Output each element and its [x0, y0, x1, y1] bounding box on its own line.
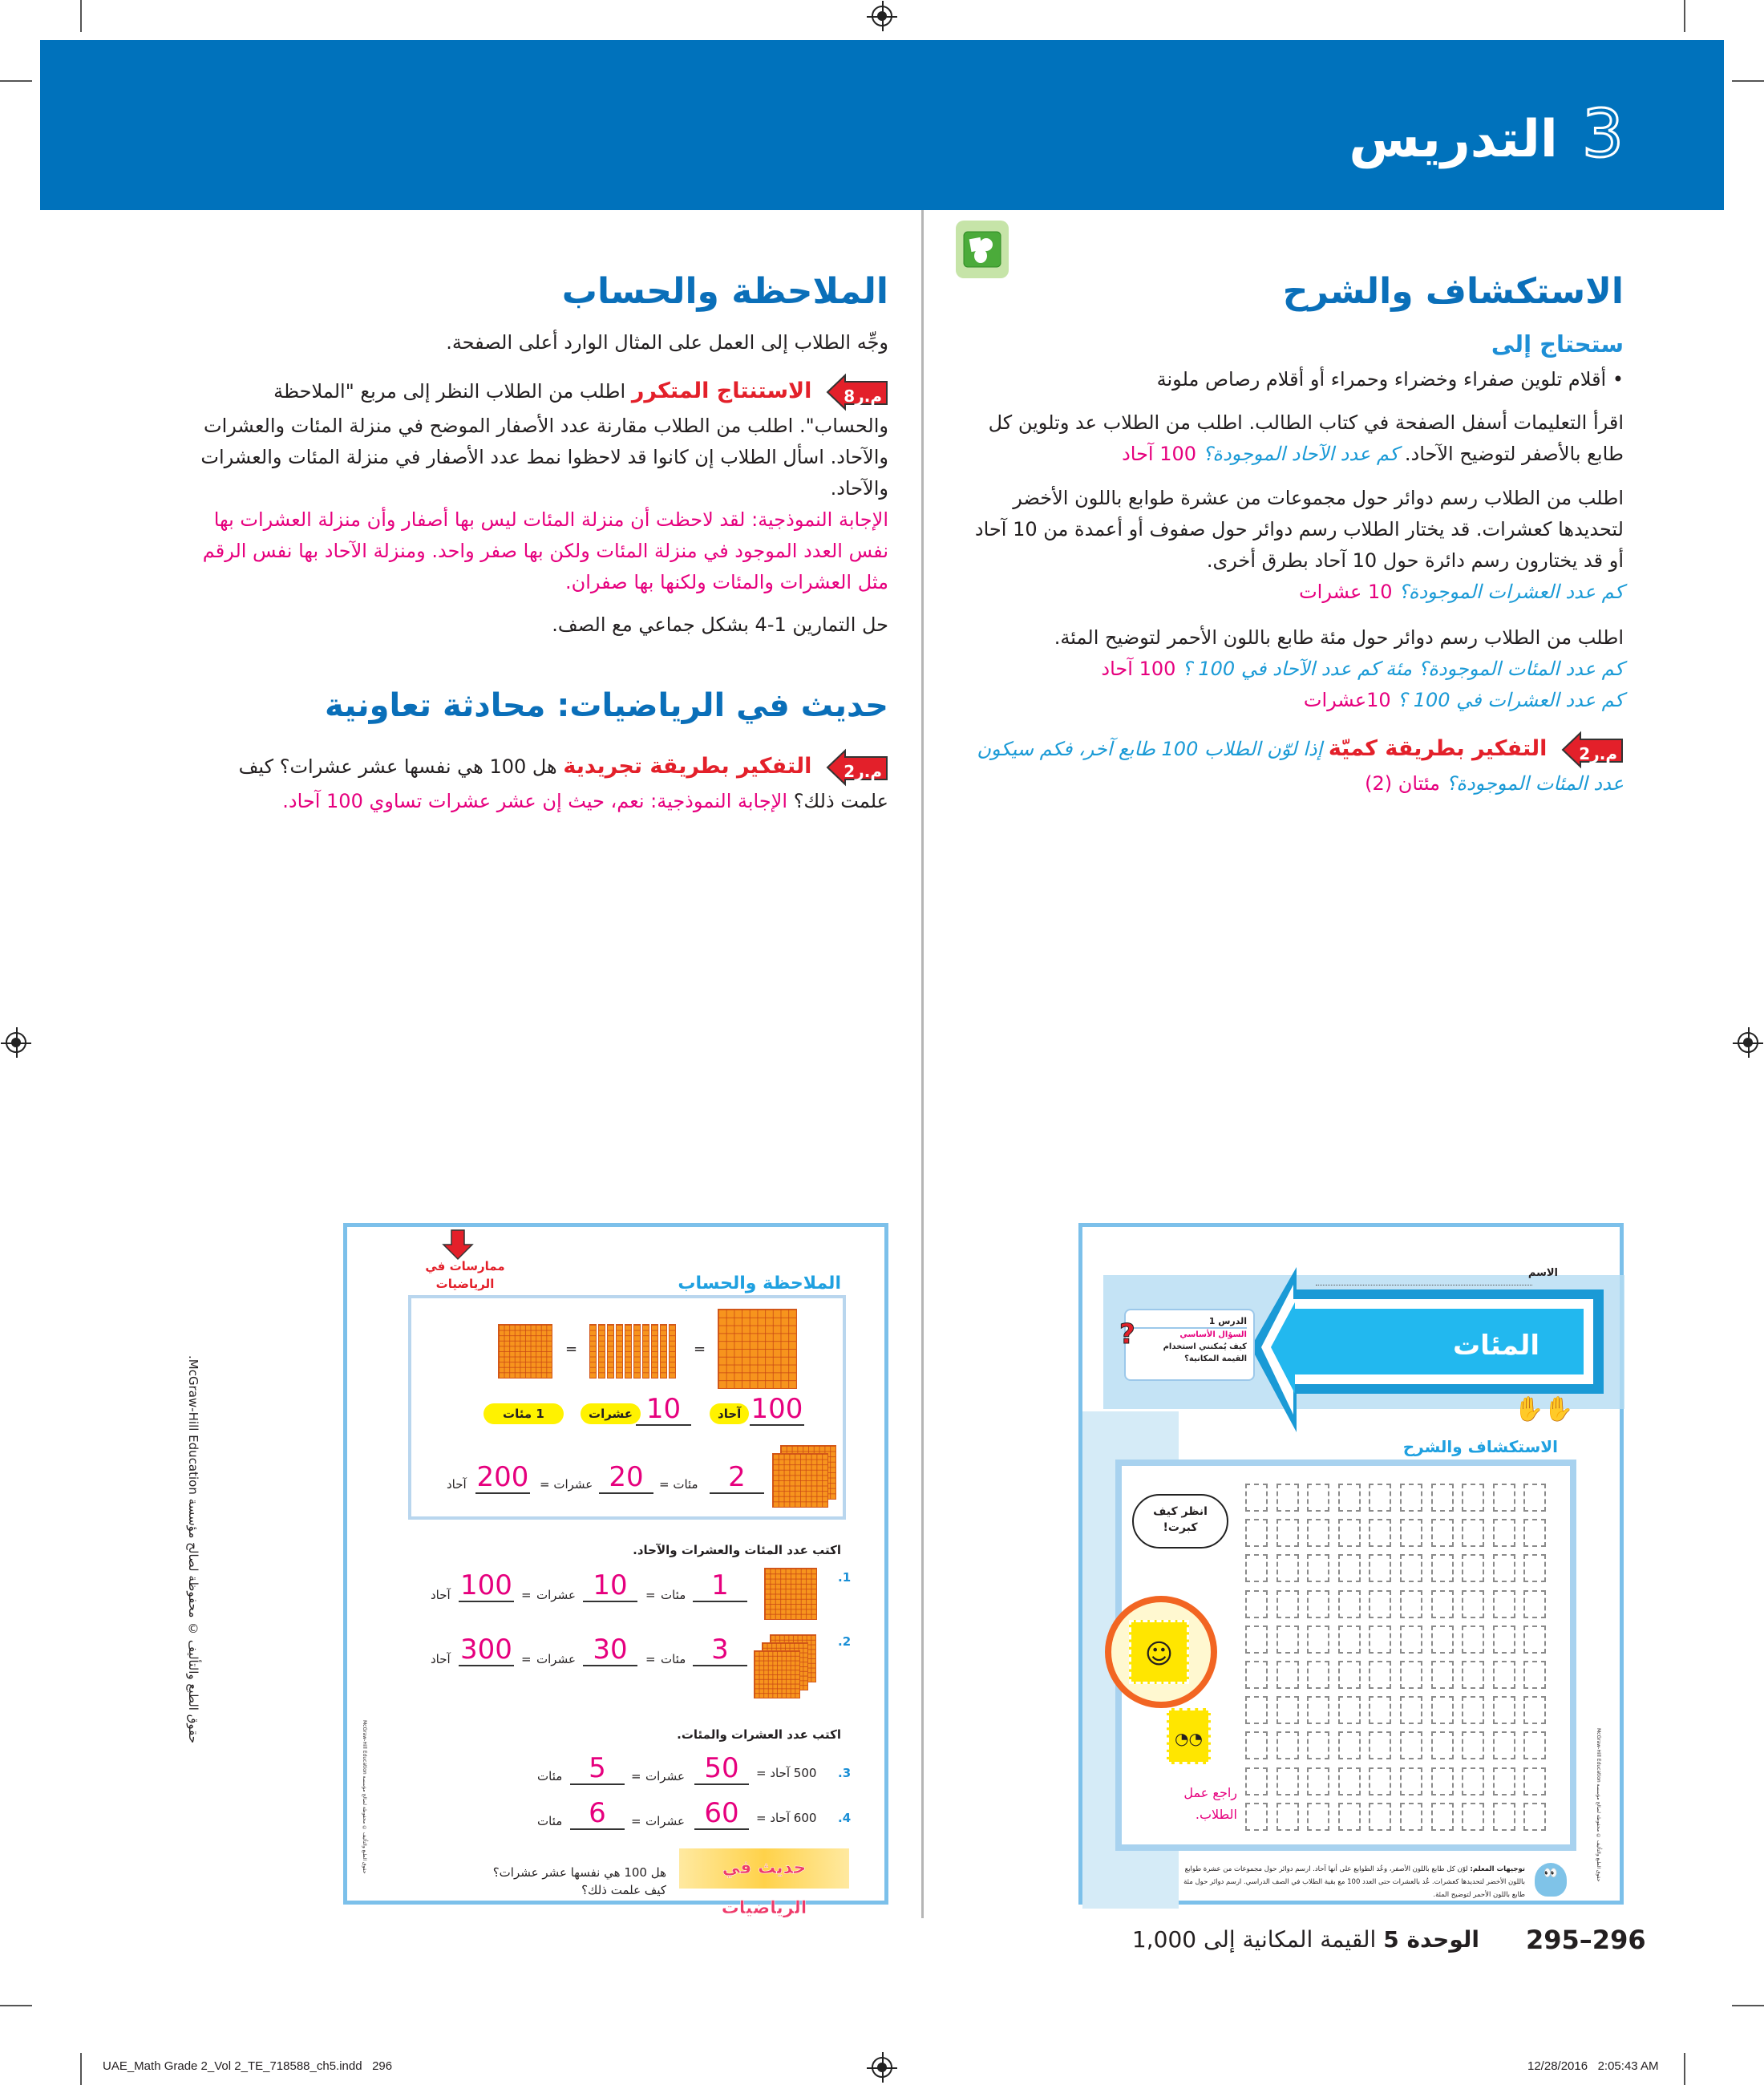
answer-text: 10 عشرات: [1299, 581, 1393, 603]
stamp-outline: [1369, 1767, 1391, 1796]
lesson-box: [1124, 1309, 1255, 1381]
stamp-outline: [1462, 1625, 1484, 1654]
stamp-outline: [1369, 1625, 1391, 1654]
student-page-thumbnail-observe: [343, 1223, 888, 1918]
stamp-outline: [1493, 1661, 1515, 1689]
answer-text: الإجابة النموذجية: لقد لاحظت أن منزلة المئات ليس بها أصفار وأن منزلة العشرات بها نفس العدد الموجود في منزلة المئات ولكن بها صفر واحد. ومنزلة الآحاد بها نفس الرقم مثل العشرات والمئات ولكنها بها صفران.: [202, 508, 888, 593]
answer-text: 100 آحاد: [1101, 658, 1176, 680]
registration-mark-icon: [872, 2057, 892, 2078]
stamp-outline: [1338, 1661, 1361, 1689]
stamp-outline: [1338, 1803, 1361, 1831]
stamp-outline: [1338, 1731, 1361, 1759]
materials-heading: ستحتاج إلى: [1491, 330, 1624, 358]
stamp-outline: [1400, 1661, 1422, 1689]
stamp-outline: [1400, 1767, 1422, 1796]
stamp-outline: [1462, 1590, 1484, 1618]
hundreds-answer: 5: [570, 1753, 625, 1785]
hundreds-answer: 6: [570, 1798, 625, 1830]
question-text: كم عدد العشرات الموجودة؟: [1398, 581, 1624, 603]
hundreds-answer: 2: [710, 1462, 764, 1494]
manipulatives-icon: [956, 221, 1009, 278]
crop-mark: [1732, 80, 1764, 82]
stamp-outline: [1338, 1625, 1361, 1654]
stamp-outline: [1245, 1731, 1268, 1759]
stamp-outline: [1307, 1696, 1329, 1724]
tens-label: عشرات: [536, 1588, 576, 1602]
math-talk-heading: حديث في الرياضيات: محادثة تعاونية: [324, 687, 888, 724]
stamp-outline: [1400, 1484, 1422, 1512]
stamp-outline: [1307, 1519, 1329, 1547]
hundreds-label: مئات =: [659, 1477, 698, 1492]
hundred-flat: [764, 1568, 817, 1620]
thumb-title: الملاحظة والحساب: [678, 1273, 841, 1294]
stamp-outline: [1462, 1767, 1484, 1796]
teacher-directions: [1172, 1863, 1525, 1901]
hands-icon: ✋✋: [1514, 1395, 1574, 1423]
crop-mark: [0, 2005, 32, 2006]
tens-answer: 30: [583, 1634, 637, 1666]
stamp-outline: [1245, 1696, 1268, 1724]
section-instruction: اكتب عدد العشرات والمئات.: [677, 1727, 841, 1742]
question-text: كم عدد الآحاد الموجودة؟: [1202, 443, 1399, 465]
copyright-credit: حقوق الطبع والتأليف © محفوظة لصالح مؤسسة McGraw-Hill Education.: [186, 1355, 200, 1743]
stamp-outline: [1400, 1803, 1422, 1831]
answer-note: راجع عمل الطلاب.: [1183, 1785, 1237, 1822]
stamp-outline: [1245, 1803, 1268, 1831]
copyright-credit: حقوق الطبع والتأليف © محفوظة لصالح مؤسسة McGraw-Hill Education: [1596, 1728, 1601, 1882]
stamp-outline: [1338, 1767, 1361, 1796]
stamp-outline: [1307, 1803, 1329, 1831]
stamp-outline: [1523, 1731, 1546, 1759]
observe-compute-heading: الملاحظة والحساب: [561, 271, 888, 312]
hundred-flat: [498, 1324, 552, 1379]
stamp-outline: [1369, 1803, 1391, 1831]
equals-sign: =: [521, 1588, 532, 1602]
question-mark-icon: ?: [1119, 1318, 1135, 1350]
stamp-outline: [1462, 1696, 1484, 1724]
item-number: .1: [838, 1570, 852, 1585]
ones-label: آحاد: [431, 1588, 451, 1602]
materials-item: • أقلام تلوين صفراء وخضراء وحمراء أو أقلام رصاص ملونة: [1156, 368, 1624, 391]
stamp-outline: [1493, 1625, 1515, 1654]
stamp-outline: [1245, 1625, 1268, 1654]
answer-text: 100 آحاد: [1122, 443, 1197, 465]
stamp-outline: [1462, 1519, 1484, 1547]
tens-answer: 20: [599, 1462, 653, 1494]
stamp-outline: [1307, 1767, 1329, 1796]
hundreds-label: مئات: [537, 1814, 563, 1828]
student-page-thumbnail-explore: [1078, 1223, 1624, 1905]
instruction-text: اطلب من الطلاب النظر إلى مربع "الملاحظة والحساب". اطلب من الطلاب مقارنة عدد الأصفار الموضح في منزلة المئات والعشرات والآحاد. اسأل الطلاب إن كانوا قد لاحظوا نمط عدد الأصفار في منزلة المئات والعشرات والآحاد.: [200, 380, 888, 500]
stamp-outline: [1245, 1554, 1268, 1582]
stamp-outline: [1431, 1590, 1454, 1618]
thumb-heading: الاستكشاف والشرح: [1402, 1437, 1558, 1456]
stamp-outline: [1493, 1696, 1515, 1724]
teacher-directions-label: توجيهات المعلم:: [1470, 1865, 1525, 1873]
hundreds-answer: 3: [693, 1634, 747, 1666]
badge-label: م.ر2: [1579, 744, 1617, 763]
stamp-outline: [1338, 1554, 1361, 1582]
stamp-outline: [1431, 1484, 1454, 1512]
equals-sign: =: [631, 1769, 641, 1783]
stamp-outline: [1276, 1484, 1299, 1512]
copyright-credit: حقوق الطبع والتأليف © محفوظة لصالح مؤسسة McGraw-Hill Education: [362, 1720, 367, 1874]
quantitative-reasoning-paragraph: [958, 731, 1624, 800]
answer-text: مئتان (2): [1365, 772, 1440, 795]
name-label: الاسم: [1527, 1267, 1558, 1279]
math-practice-badge: [826, 749, 888, 786]
practice-title: الاستنتاج المتكرر: [631, 379, 812, 403]
item-number: .3: [838, 1766, 852, 1780]
math-practice-badge: [1561, 731, 1624, 768]
crop-mark: [1684, 0, 1685, 32]
math-talk-question: كيف علمت ذلك؟: [581, 1883, 666, 1897]
file-slug: UAE_Math Grade 2_Vol 2_TE_718588_ch5.indd 296: [103, 2059, 393, 2073]
ones-answer: 100: [459, 1570, 514, 1602]
badge-label: م.ر8: [844, 387, 882, 406]
math-practice-badge: [826, 374, 888, 411]
section-number: 3: [1581, 96, 1624, 172]
equals-sign: =: [521, 1652, 532, 1666]
stamp-outline: [1493, 1519, 1515, 1547]
essential-question-label: السؤال الأساسي: [1179, 1330, 1247, 1339]
hundreds-answer: 1: [693, 1570, 747, 1602]
stamp-outline: [1523, 1661, 1546, 1689]
instruction-paragraph: [958, 407, 1624, 470]
hundred-flat-ones: [718, 1309, 797, 1389]
explore-explain-heading: الاستكشاف والشرح: [1282, 271, 1624, 312]
tens-label: عشرات: [581, 1403, 641, 1424]
column-divider: [921, 210, 924, 1918]
crop-mark: [80, 2053, 82, 2085]
question-text: كم عدد العشرات في 100 ؟: [1397, 689, 1624, 711]
stamp-outline: [1493, 1731, 1515, 1759]
stamp-outline: [1523, 1696, 1546, 1724]
smiling-stamp-icon: ☺: [1129, 1620, 1189, 1684]
item-number: .4: [838, 1811, 852, 1825]
tens-answer: 60: [694, 1798, 749, 1830]
crop-mark: [0, 80, 32, 82]
stamp-outline: [1307, 1625, 1329, 1654]
unit-label: الوحدة 5: [1383, 1926, 1479, 1953]
stamp-outline: [1276, 1519, 1299, 1547]
hundreds-label: مئات: [661, 1588, 686, 1602]
practice-label: [421, 1257, 509, 1293]
math-talk-banner: حديث في الرياضيات: [679, 1848, 849, 1889]
item-number: .2: [838, 1634, 852, 1649]
stamp-outline: [1431, 1767, 1454, 1796]
stamp-outline: [1276, 1625, 1299, 1654]
lesson-label: الدرس 1: [1132, 1315, 1247, 1329]
stamp-outline: [1462, 1661, 1484, 1689]
answer-text: 10عشرات: [1303, 689, 1391, 711]
math-talk-question: هل 100 هي نفسها عشر عشرات؟: [492, 1865, 666, 1880]
hundred-flats-stack: [754, 1650, 800, 1698]
stamp-outline: [1338, 1484, 1361, 1512]
speech-bubble: انظر كيف كبرت!: [1132, 1494, 1228, 1549]
stamp-outline: [1523, 1767, 1546, 1796]
instruction-paragraph: [958, 483, 1624, 608]
stamp-outline: [1431, 1803, 1454, 1831]
unit-footer: [1132, 1926, 1479, 1953]
intro-text: وجِّه الطلاب إلى العمل على المثال الوارد أعلى الصفحة.: [446, 331, 888, 354]
stamp-outline: [1462, 1731, 1484, 1759]
tens-label: عشرات =: [540, 1477, 593, 1492]
stamp-outline: [1493, 1767, 1515, 1796]
teacher-directions-text: لوّن كل طابع باللون الأصفر، وعُد الطوابع على أنها آحاد. ارسم دوائر حول مجموعات من عشرة طوابع باللون الأخضر لتحديدها كعشرات. عُد بالعشرات حتى العدد 100 مع بقية الطلاب في الصف الدراسي. ارسم دوائر حول مئة طابع باللون الأحمر لتوضيح المئة.: [1183, 1865, 1525, 1899]
ones-answer: 100: [751, 1393, 803, 1425]
practice-label-line: ممارسات في: [425, 1259, 505, 1273]
instruction-paragraph: [958, 622, 1624, 716]
stamp-outline: [1400, 1696, 1422, 1724]
stamp-outline: [1307, 1661, 1329, 1689]
ones-label: آحاد: [710, 1403, 749, 1424]
repeated-reasoning-paragraph: [200, 374, 888, 598]
stamp-outline: [1307, 1554, 1329, 1582]
equals-sign: =: [645, 1588, 656, 1602]
lesson-title: المئات: [1452, 1330, 1539, 1362]
given-value: 500 آحاد =: [756, 1766, 817, 1780]
equals-sign: =: [694, 1341, 706, 1358]
section-instruction: اكتب عدد المئات والعشرات والآحاد.: [633, 1543, 841, 1557]
unit-title: القيمة المكانية إلى 1,000: [1131, 1926, 1377, 1953]
stamp-outline: [1276, 1731, 1299, 1759]
instruction-text: هل 100 هي نفسها عشر عشرات؟ كيف علمت ذلك؟: [238, 755, 888, 812]
tens-label: عشرات: [645, 1769, 685, 1783]
stamp-outline: [1431, 1554, 1454, 1582]
stamp-outline: [1431, 1731, 1454, 1759]
stamp-outline: [1369, 1519, 1391, 1547]
crop-mark: [80, 0, 82, 32]
stamp-outline: [1369, 1484, 1391, 1512]
section-title: [1349, 96, 1624, 172]
equals-sign: =: [565, 1341, 578, 1358]
stamp-outline: [1369, 1731, 1391, 1759]
stamp-outline: [1462, 1554, 1484, 1582]
hundred-flats-stack: [772, 1453, 828, 1508]
stamp-outline: [1338, 1590, 1361, 1618]
stamp-outline: [1369, 1590, 1391, 1618]
stamp-outline: [1276, 1661, 1299, 1689]
hundreds-label: 1 مئات: [483, 1403, 564, 1424]
instruction-text: اطلب من الطلاب رسم دوائر حول مجموعات من عشرة طوابع باللون الأخضر لتحديدها كعشرات. قد يختار الطلاب رسم دوائر حول صفوف أو أعمدة من 10 آحاد أو قد يختارون رسم دائرة حول 10 آحاد بطرق أخرى.: [974, 487, 1624, 572]
ten-rods: [589, 1324, 680, 1379]
tens-answer: 10: [636, 1394, 691, 1426]
stamp-outline: [1369, 1554, 1391, 1582]
tens-label: عشرات: [536, 1652, 576, 1666]
section-title-text: التدريس: [1349, 110, 1558, 169]
stamp-outline: [1431, 1696, 1454, 1724]
tens-answer: 50: [694, 1753, 749, 1785]
registration-mark-icon: [872, 6, 892, 26]
practice-label-line: الرياضيات: [435, 1277, 495, 1291]
page-numbers: 295–296: [1526, 1925, 1646, 1955]
registration-mark-icon: [6, 1032, 26, 1053]
crop-mark: [1684, 2053, 1685, 2085]
answer-text: الإجابة النموذجية: نعم، حيث إن عشر عشرات تساوي 100 آحاد.: [282, 790, 788, 812]
stamp-outline: [1431, 1519, 1454, 1547]
stamp-outline: [1307, 1731, 1329, 1759]
stamp-outline: [1523, 1625, 1546, 1654]
hundreds-label: مئات: [661, 1652, 686, 1666]
stamp-outline: [1245, 1484, 1268, 1512]
essential-question: كيف يُمكنني استخدام القيمة المكانية؟: [1163, 1342, 1247, 1363]
date-slug: 12/28/2016 2:05:43 AM: [1527, 2059, 1659, 2073]
stamp-outline: [1400, 1731, 1422, 1759]
stamp-outline: [1493, 1484, 1515, 1512]
arrow-down-icon: [442, 1229, 474, 1261]
stamp-outline: [1245, 1661, 1268, 1689]
stamp-face-icon: ◔◔: [1167, 1708, 1211, 1764]
stamp-outline: [1400, 1519, 1422, 1547]
question-text: كم عدد المئات الموجودة؟ مئة كم عدد الآحاد في 100 ؟: [1182, 658, 1624, 680]
stamp-outline: [1276, 1803, 1299, 1831]
stamp-outline: [1523, 1484, 1546, 1512]
stamp-outline: [1307, 1590, 1329, 1618]
question-text: إذا لوّن الطلاب 100 طابع آخر، فكم سيكون عدد المئات الموجودة؟: [977, 738, 1624, 795]
stamp-outline: [1338, 1696, 1361, 1724]
stamp-outline: [1369, 1661, 1391, 1689]
equals-sign: =: [631, 1814, 641, 1828]
stamp-outline: [1276, 1554, 1299, 1582]
given-value: 600 آحاد =: [756, 1811, 817, 1825]
stamp-outline: [1245, 1767, 1268, 1796]
stamp-outline: [1493, 1590, 1515, 1618]
stamp-outline: [1276, 1767, 1299, 1796]
instruction-text: اطلب من الطلاب رسم دوائر حول مئة طابع باللون الأحمر لتوضيح المئة.: [1054, 626, 1624, 649]
ones-answer: 300: [459, 1634, 514, 1666]
stamp-outline: [1523, 1803, 1546, 1831]
stamp-outline: [1400, 1590, 1422, 1618]
stamp-outline: [1493, 1803, 1515, 1831]
stamp-outline: [1462, 1484, 1484, 1512]
registration-mark-icon: [1738, 1032, 1758, 1053]
hundreds-label: مئات: [537, 1769, 563, 1783]
stamp-outline: [1523, 1519, 1546, 1547]
stamp-outline: [1493, 1554, 1515, 1582]
practice-title: التفكير بطريقة تجريدية: [563, 754, 812, 779]
stamp-outline: [1276, 1590, 1299, 1618]
stamp-outline: [1462, 1803, 1484, 1831]
tens-label: عشرات: [645, 1814, 685, 1828]
ones-label: آحاد: [431, 1652, 451, 1666]
practice-title: التفكير بطريقة كميّة: [1328, 736, 1548, 761]
ones-label: آحاد: [447, 1477, 467, 1492]
stamp-outline: [1338, 1519, 1361, 1547]
stamp-outline: [1431, 1661, 1454, 1689]
stamp-outline: [1400, 1554, 1422, 1582]
stamp-outline: [1523, 1590, 1546, 1618]
stamp-outline: [1245, 1590, 1268, 1618]
ones-answer: 200: [476, 1461, 529, 1493]
tens-answer: 10: [583, 1570, 637, 1602]
stamp-outline: [1431, 1625, 1454, 1654]
equals-sign: =: [645, 1652, 656, 1666]
badge-label: م.ر2: [844, 762, 882, 781]
instruction-text: اقرأ التعليمات أسفل الصفحة في كتاب الطالب. اطلب من الطلاب عد وتلوين كل طابع بالأصفر لتوضيح الآحاد.: [988, 411, 1624, 465]
stamp-outline: [1276, 1696, 1299, 1724]
stamp-outline: [1369, 1696, 1391, 1724]
stamp-outline: [1523, 1554, 1546, 1582]
stamp-grid: [1245, 1484, 1554, 1832]
abstract-reasoning-paragraph: [200, 749, 888, 817]
stamp-outline: [1400, 1625, 1422, 1654]
crop-mark: [1732, 2005, 1764, 2006]
stamp-outline: [1307, 1484, 1329, 1512]
owl-icon: 👀: [1535, 1863, 1567, 1897]
stamp-outline: [1245, 1519, 1268, 1547]
exercises-instruction: حل التمارين 1-4 بشكل جماعي مع الصف.: [552, 613, 888, 636]
